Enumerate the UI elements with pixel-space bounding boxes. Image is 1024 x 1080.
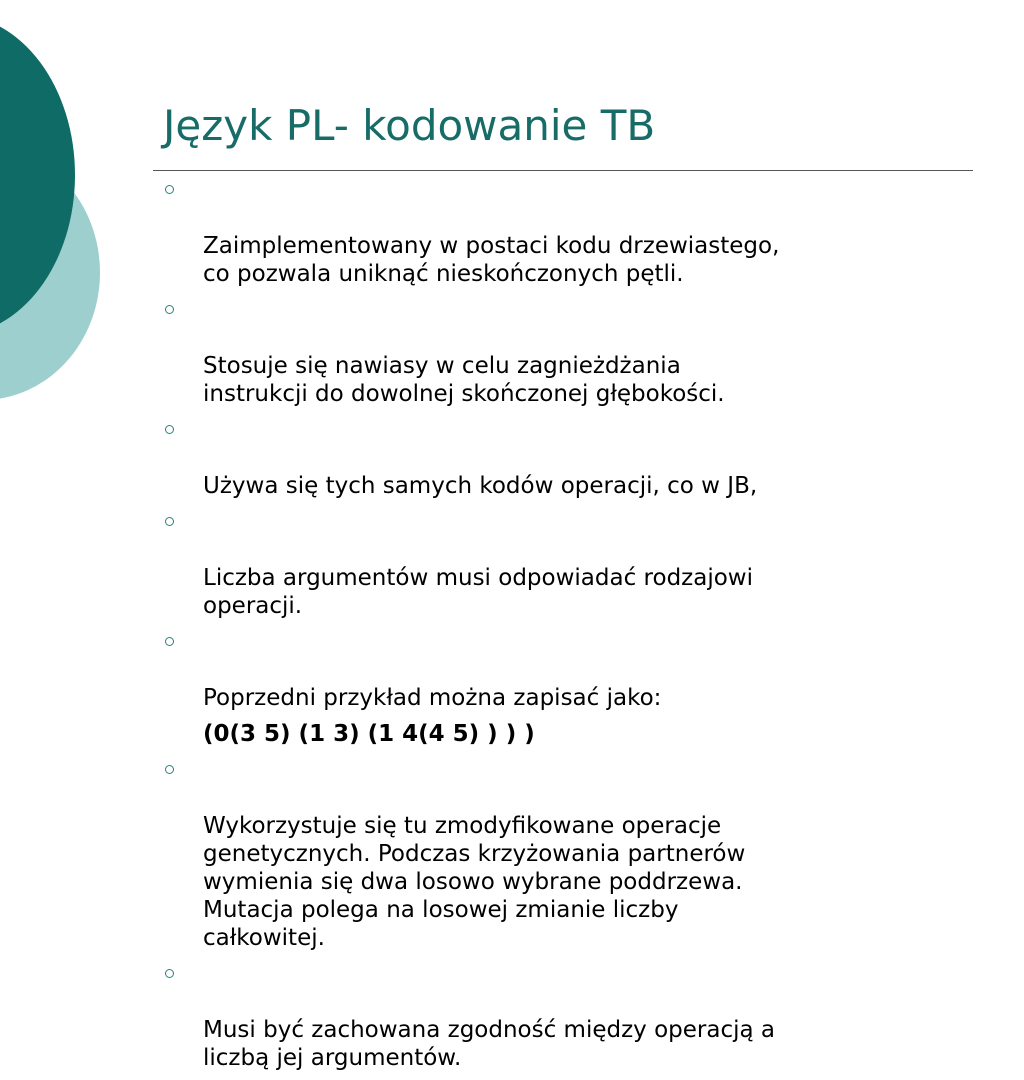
bullet-item <box>163 508 973 620</box>
bullet-list <box>163 176 973 1080</box>
hollow-circle-bullet-icon <box>165 425 174 434</box>
bullet-text: Poprzedni przykład można zapisać jako: <box>203 685 662 711</box>
bullet-item <box>163 416 973 500</box>
hollow-circle-bullet-icon <box>165 305 174 314</box>
code-example: (0(3 5) (1 3) (1 4(4 5) ) ) ) <box>203 721 535 747</box>
bullet-text: Liczba argumentów musi odpowiadać rodzajowi operacji. <box>203 565 754 619</box>
hollow-circle-bullet-icon <box>165 517 174 526</box>
bullet-text: Zaimplementowany w postaci kodu drzewiastego, co pozwala uniknąć nieskończonych pętli. <box>203 233 780 287</box>
bullet-item <box>163 756 973 952</box>
bullet-item <box>163 296 973 408</box>
bullet-text: Wykorzystuje się tu zmodyfikowane operacje genetycznych. Podczas krzyżowania partnerów wymienia się dwa losowo wybrane poddrzewa. Mutacja polega na losowej zmianie liczby całkowitej. <box>203 813 746 951</box>
bullet-item <box>163 176 973 288</box>
bullet-item <box>163 960 973 1072</box>
bullet-text: Musi być zachowana zgodność między operacją a liczbą jej argumentów. <box>203 1017 776 1071</box>
hollow-circle-bullet-icon <box>165 765 174 774</box>
slide-title: Język PL- kodowanie TB <box>163 101 656 150</box>
bullet-item <box>163 628 973 712</box>
bullet-text: Używa się tych samych kodów operacji, co w JB, <box>203 473 758 499</box>
hollow-circle-bullet-icon <box>165 185 174 194</box>
hollow-circle-bullet-icon <box>165 969 174 978</box>
hollow-circle-bullet-icon <box>165 637 174 646</box>
title-divider <box>153 170 973 171</box>
bullet-text: Stosuje się nawiasy w celu zagnieżdżania instrukcji do dowolnej skończonej głębokości. <box>203 353 725 407</box>
